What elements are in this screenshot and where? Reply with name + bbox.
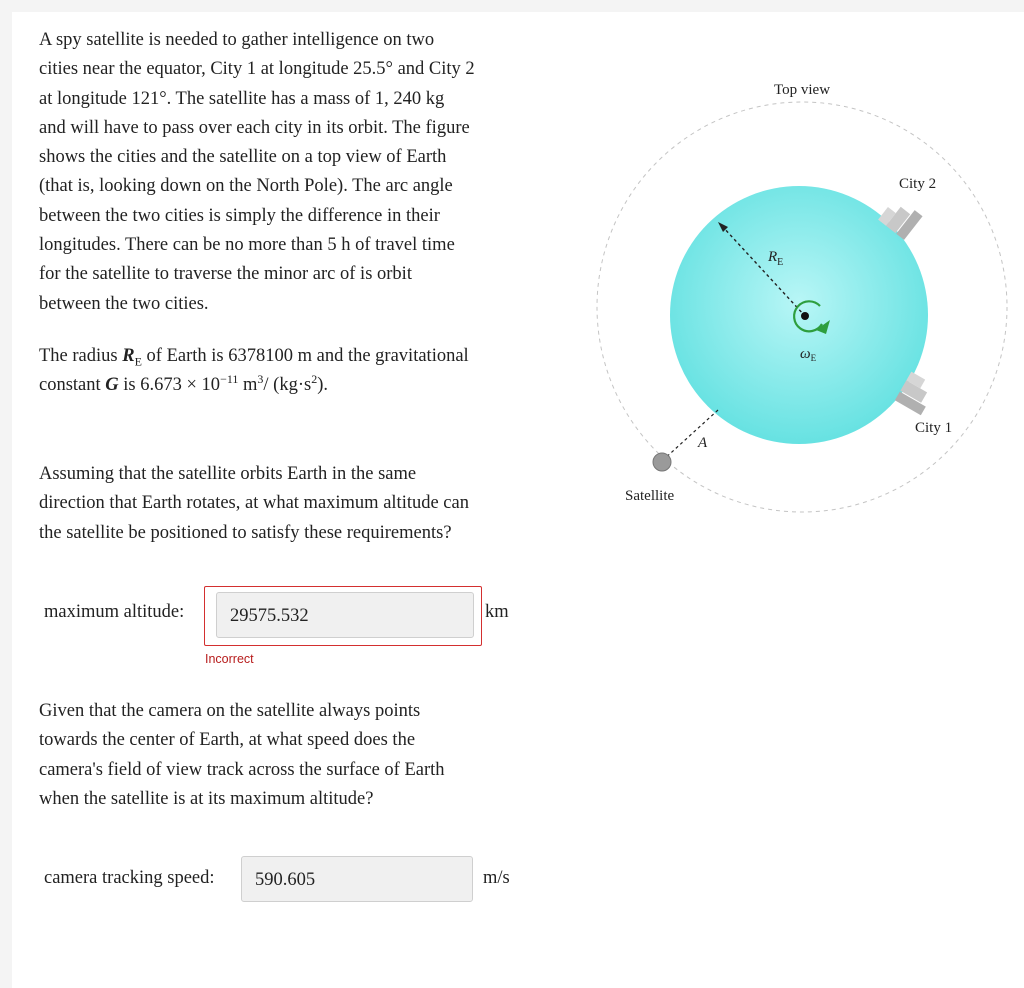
top-view-figure: [592, 52, 1012, 532]
question-1-text: [39, 460, 519, 548]
omega-symbol: ω: [800, 346, 811, 362]
max-altitude-unit: km: [485, 602, 509, 622]
text-fragment: / (kg·s: [263, 375, 312, 396]
question-line: when the satellite is at its maximum altitude?: [39, 788, 374, 809]
exponent: 3: [257, 372, 264, 387]
radius-symbol: R: [122, 346, 135, 366]
intro-line: and will have to pass over each city in its orbit. The figure: [39, 117, 470, 138]
text-fragment: constant: [39, 375, 106, 396]
tracking-speed-unit: m/s: [483, 868, 510, 888]
satellite-icon: [653, 453, 671, 471]
max-altitude-input[interactable]: 29575.532: [216, 592, 474, 638]
tracking-speed-input[interactable]: 590.605: [241, 856, 473, 902]
text-fragment: of Earth is 6378100 m and the gravitational: [141, 346, 469, 366]
question-line: towards the center of Earth, at what speed does the: [39, 730, 416, 751]
intro-line: at longitude 121°. The satellite has a mass of 1, 240 kg: [39, 88, 445, 109]
city-1-label: City 1: [915, 420, 953, 436]
earth-center-dot: [801, 312, 809, 320]
question-line: Assuming that the satellite orbits Earth in the same: [39, 464, 417, 484]
gravity-line: [39, 371, 559, 400]
exponent: −11: [220, 372, 239, 387]
intro-line: shows the cities and the satellite on a top view of Earth: [39, 147, 447, 168]
intro-line: cities near the equator, City 1 at longitude 25.5° and City 2: [39, 59, 475, 80]
point-a-label: A: [698, 435, 708, 451]
constants-statement: [39, 342, 559, 401]
question-line: Given that the camera on the satellite always points: [39, 701, 421, 721]
figure-title: Top view: [774, 82, 831, 98]
intro-line: for the satellite to traverse the minor arc of is orbit: [39, 264, 412, 285]
intro-line: between the two cities.: [39, 293, 209, 314]
text-fragment: m: [238, 375, 258, 396]
question-line: the satellite be positioned to satisfy these requirements?: [39, 522, 452, 543]
omega-subscript: E: [810, 353, 817, 363]
intro-line: (that is, looking down on the North Pole). The arc angle: [39, 176, 453, 197]
text-fragment: ).: [317, 375, 328, 396]
city-2-label: City 2: [899, 176, 937, 192]
radius-subscript: E: [777, 257, 784, 268]
radius-subscript: E: [134, 354, 142, 369]
intro-line: between the two cities is simply the difference in their: [39, 205, 440, 226]
text-fragment: The radius: [39, 346, 123, 366]
exponent: 2: [311, 372, 318, 387]
intro-line: longitudes. There can be no more than 5 h of travel time: [39, 235, 455, 256]
max-altitude-label: maximum altitude:: [44, 602, 185, 622]
problem-statement: [39, 26, 539, 319]
satellite-label: Satellite: [625, 488, 675, 504]
incorrect-feedback: Incorrect: [205, 652, 254, 666]
question-line: camera's field of view track across the surface of Earth: [39, 759, 445, 780]
satellite-radius-line: [662, 410, 718, 461]
intro-line: A spy satellite is needed to gather intelligence on two: [39, 30, 435, 50]
radius-symbol: R: [768, 249, 778, 265]
text-fragment: is 6.673 × 10: [118, 375, 221, 396]
question-line: direction that Earth rotates, at what maximum altitude can: [39, 493, 469, 514]
question-panel: [12, 12, 1024, 988]
radius-line: [39, 342, 559, 371]
tracking-speed-label: camera tracking speed:: [44, 868, 215, 888]
question-2-text: [39, 697, 519, 814]
gravity-symbol: G: [105, 375, 119, 396]
